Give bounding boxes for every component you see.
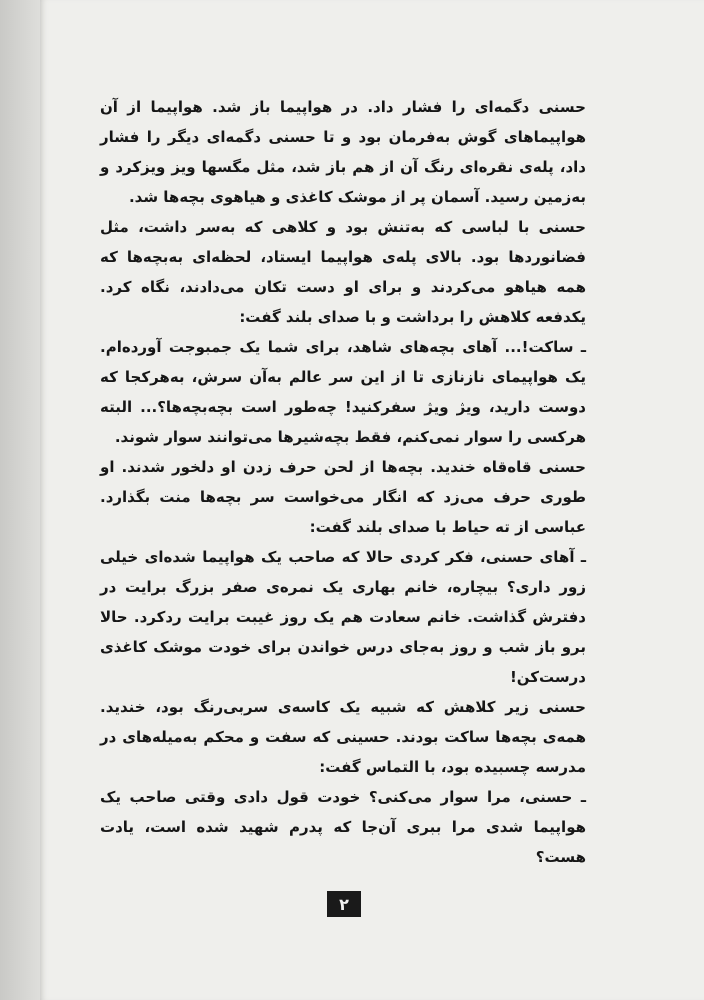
book-page	[40, 0, 704, 1000]
paragraph: حسنی با لباسی که به‌تنش بود و کلاهی که به‌سر داشت، مثل فضانوردها بود. بالای پله‌ی هواپیما ایستاد، لحظه‌ای به‌بچه‌ها که همه هیاهو می‌کردند و برای او دست تکان می‌دادند، نگاه کرد. یکدفعه کلاهش را برداشت و با صدای بلند گفت:	[100, 218, 586, 326]
paragraph: حسنی دگمه‌ای را فشار داد. در هواپیما باز شد. هواپیما از آن هواپیماهای گوش به‌فرمان بود و تا حسنی دگمه‌ای دیگر را فشار داد، پله‌ی نقره‌ای رنگ آن از هم باز شد، مثل مگسها ویز ویزکرد و به‌زمین رسید. آسمان پر از موشک کاغذی و هیاهوی بچه‌ها شد.	[100, 98, 586, 206]
paragraph: حسنی قاه‌قاه خندید. بچه‌ها از لحن حرف زدن او دلخور شدند. او طوری حرف می‌زد که انگار می‌خواست سر بچه‌ها منت بگذارد. عباسی از ته حیاط با صدای بلند گفت:	[100, 458, 586, 536]
paragraph: ـ آهای حسنی، فکر کردی حالا که صاحب یک هواپیما شده‌ای خیلی زور داری؟ بیچاره، خانم بهاری یک نمره‌ی صفر بزرگ برایت در دفترش گذاشت. خانم سعادت هم یک روز غیبت برایت ردکرد. حالا برو باز شب و روز به‌جای درس خواندن برای خودت موشک کاغذی درست‌کن!	[100, 548, 586, 686]
page-left-margin	[0, 0, 40, 1000]
story-text	[100, 92, 586, 872]
page-number: ۲	[327, 891, 361, 917]
paragraph: حسنی زیر کلاهش که شبیه یک کاسه‌ی سربی‌رنگ بود، خندید. همه‌ی بچه‌ها ساکت بودند. حسینی که سفت و محکم به‌میله‌های در مدرسه چسبیده بود، با التماس گفت:	[100, 698, 586, 776]
paragraph: ـ حسنی، مرا سوار می‌کنی؟ خودت قول دادی وقتی صاحب یک هواپیما شدی مرا ببری آن‌جا که پدرم شهید شده است، یادت هست؟	[100, 788, 586, 866]
paragraph: ـ ساکت!... آهای بچه‌های شاهد، برای شما یک جمبوجت آورده‌ام. یک هواپیمای نازنازی تا از این سر عالم به‌آن سرش، به‌هرکجا که دوست دارید، ویژ ویژ سفرکنید! چه‌طور است بچه‌بچه‌ها؟... البته هرکسی را سوار نمی‌کنم، فقط بچه‌شیرها می‌توانند سوار شوند.	[100, 338, 586, 446]
